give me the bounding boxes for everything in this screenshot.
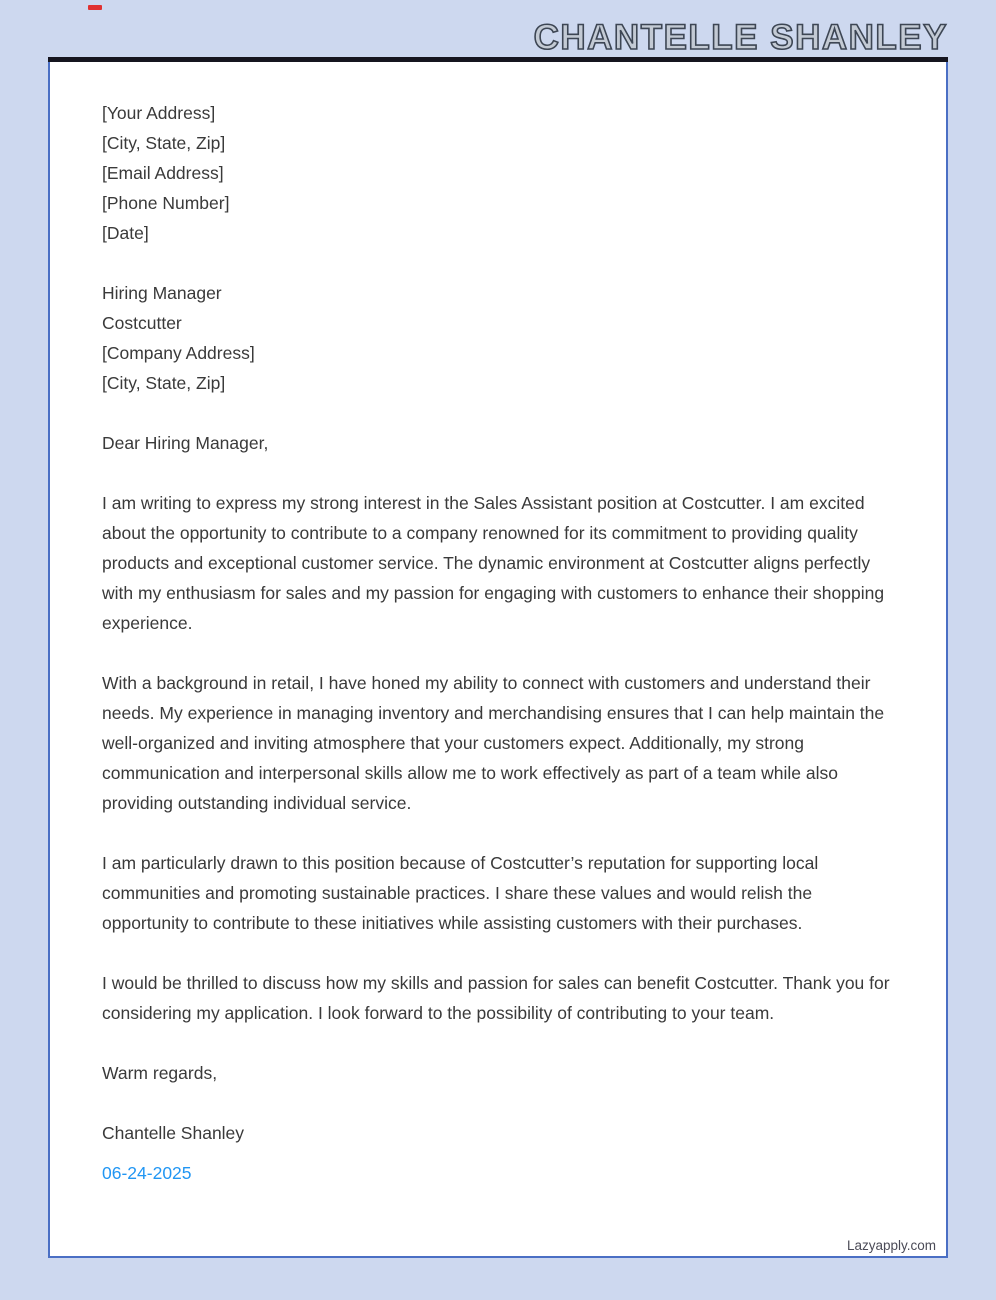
header xyxy=(0,0,996,57)
sender-address-line: [Your Address] xyxy=(102,103,216,123)
paragraph-2: With a background in retail, I have honed my ability to connect with customers and understand their needs. My experience in managing inventory and merchandising ensures that I can help maintain the well-organized and inviting atmosphere that your customers expect. Additionally, my strong communication and interpersonal skills allow me to work effectively as part of a team while also providing outstanding individual service. xyxy=(102,673,885,813)
signature-name: Chantelle Shanley xyxy=(102,1123,245,1143)
sender-address-block xyxy=(102,98,898,248)
recipient-city-line: [City, State, Zip] xyxy=(102,373,226,393)
sender-city-line: [City, State, Zip] xyxy=(102,133,226,153)
header-name: CHANTELLE SHANLEY xyxy=(533,18,948,57)
recipient-title-line: Hiring Manager xyxy=(102,283,222,303)
sender-date-line: [Date] xyxy=(102,223,149,243)
paragraph-1: I am writing to express my strong interest in the Sales Assistant position at Costcutter. I am excited about the opportunity to contribute to a company renowned for its commitment to providing quality products and exceptional customer service. The dynamic environment at Costcutter aligns perfectly with my enthusiasm for sales and my passion for engaging with customers to enhance their shopping experience. xyxy=(102,493,885,633)
paragraph-4: I would be thrilled to discuss how my skills and passion for sales can benefit Costcutter. Thank you for considering my application. I look forward to the possibility of contributing to your team. xyxy=(102,973,890,1023)
red-marker xyxy=(88,5,102,10)
recipient-address-block xyxy=(102,278,898,398)
salutation: Dear Hiring Manager, xyxy=(102,433,269,453)
letter-date[interactable]: 06-24-2025 xyxy=(102,1163,192,1183)
recipient-address-line: [Company Address] xyxy=(102,343,255,363)
closing: Warm regards, xyxy=(102,1063,218,1083)
sender-phone-line: [Phone Number] xyxy=(102,193,230,213)
paragraph-3: I am particularly drawn to this position because of Costcutter’s reputation for supporting local communities and promoting sustainable practices. I share these values and would relish the opportunity to contribute to these initiatives while assisting customers with their purchases. xyxy=(102,853,819,933)
watermark-text: Lazyapply.com xyxy=(846,1238,936,1253)
letter-document xyxy=(48,62,948,1258)
sender-email-line: [Email Address] xyxy=(102,163,224,183)
recipient-company-line: Costcutter xyxy=(102,313,182,333)
